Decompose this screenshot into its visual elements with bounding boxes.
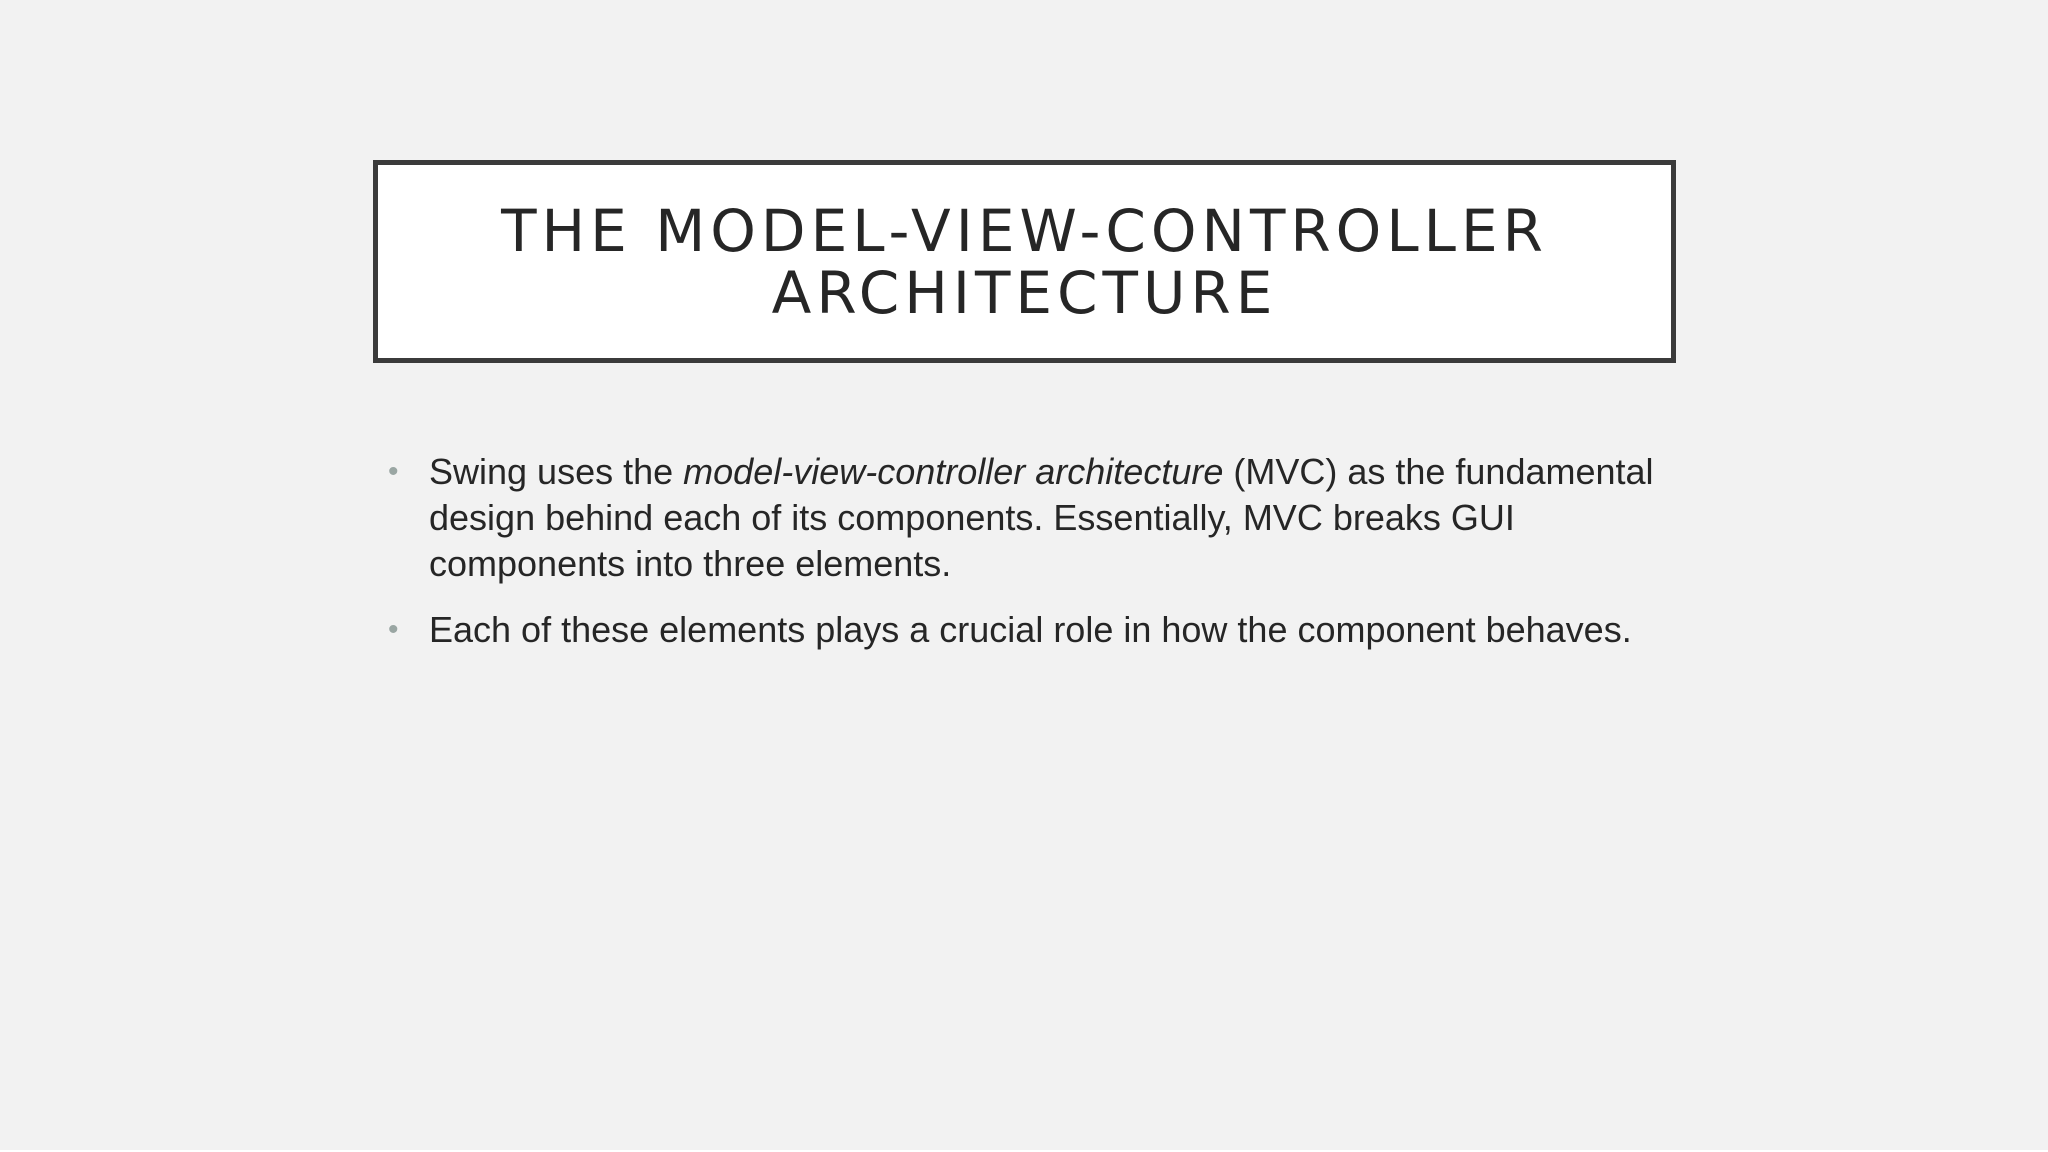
bullet-list	[388, 449, 1668, 673]
bullet-text: Each of these elements plays a crucial role in how the component behaves.	[429, 609, 1632, 650]
slide-title	[501, 196, 1548, 327]
title-box	[373, 160, 1676, 363]
slide-title-line-2: ARCHITECTURE	[771, 258, 1278, 327]
bullet-icon: •	[388, 613, 399, 646]
slide-title-line-1: THE MODEL-VIEW-CONTROLLER	[501, 196, 1548, 265]
bullet-text: Swing uses the	[429, 451, 684, 492]
bullet-icon: •	[388, 455, 399, 488]
bullet-emphasis: model-view-controller architecture	[683, 451, 1224, 492]
bullet-item	[388, 607, 1668, 653]
bullet-item	[388, 449, 1668, 587]
bullet-text: (MVC) as the fundamental design behind each of its components. Essentially, MVC breaks GUI components into three elements.	[429, 451, 1654, 584]
